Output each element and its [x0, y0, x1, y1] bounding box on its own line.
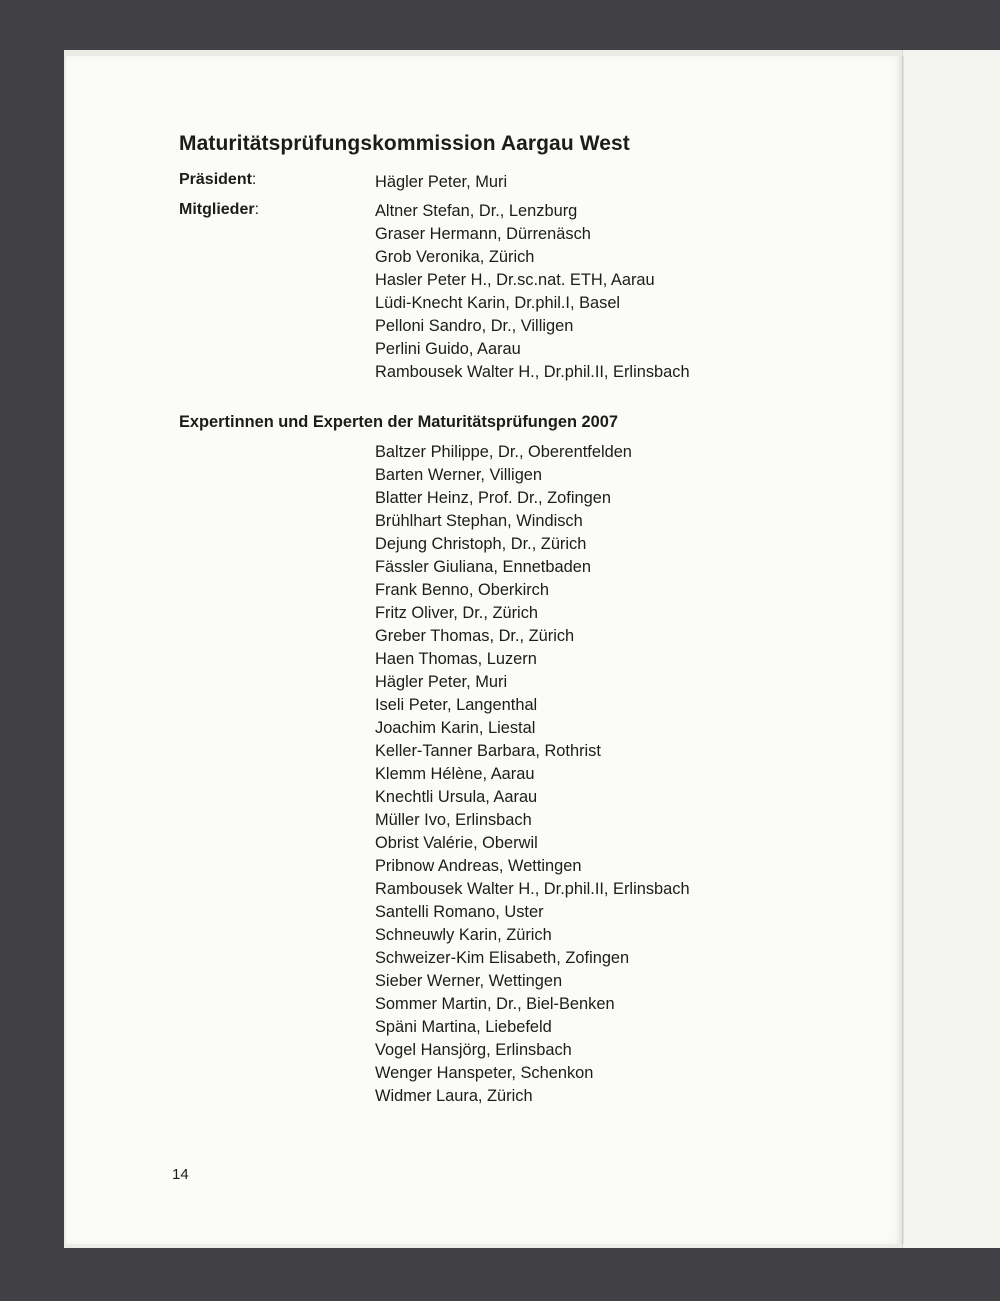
page-number: 14	[172, 1166, 189, 1183]
expert-name: Fässler Giuliana, Ennetbaden	[375, 558, 591, 576]
member-name: Grob Veronika, Zürich	[375, 248, 535, 266]
expert-name: Keller-Tanner Barbara, Rothrist	[375, 742, 601, 760]
member-name: Rambousek Walter H., Dr.phil.II, Erlinsbach	[375, 363, 690, 381]
expert-name: Schweizer-Kim Elisabeth, Zofingen	[375, 949, 630, 967]
president-label-colon: :	[251, 171, 257, 188]
expert-name: Knechtli Ursula, Aarau	[375, 788, 538, 806]
expert-name: Schneuwly Karin, Zürich	[375, 926, 552, 944]
president-label	[179, 171, 256, 189]
expert-name: Klemm Hélène, Aarau	[375, 765, 535, 783]
member-name: Lüdi-Knecht Karin, Dr.phil.I, Basel	[375, 294, 621, 312]
member-name: Altner Stefan, Dr., Lenzburg	[375, 202, 578, 220]
president-name: Hägler Peter, Muri	[375, 173, 508, 191]
document-title: Maturitätsprüfungskommission Aargau West	[179, 132, 630, 155]
expert-name: Rambousek Walter H., Dr.phil.II, Erlinsbach	[375, 880, 690, 898]
experts-title: Expertinnen und Experten der Maturitätsprüfungen 2007	[179, 413, 618, 431]
expert-name: Pribnow Andreas, Wettingen	[375, 857, 582, 875]
expert-name: Sieber Werner, Wettingen	[375, 972, 563, 990]
expert-name: Sommer Martin, Dr., Biel-Benken	[375, 995, 615, 1013]
expert-name: Baltzer Philippe, Dr., Oberentfelden	[375, 443, 632, 461]
president-list	[375, 171, 507, 194]
expert-name: Späni Martina, Liebefeld	[375, 1018, 552, 1036]
expert-name: Barten Werner, Villigen	[375, 466, 543, 484]
expert-name: Dejung Christoph, Dr., Zürich	[375, 535, 587, 553]
member-name: Pelloni Sandro, Dr., Villigen	[375, 317, 574, 335]
member-name: Graser Hermann, Dürrenäsch	[375, 225, 591, 243]
experts-list	[375, 441, 690, 1108]
members-label	[179, 201, 259, 219]
expert-name: Vogel Hansjörg, Erlinsbach	[375, 1041, 572, 1059]
expert-name: Hägler Peter, Muri	[375, 673, 508, 691]
member-name: Perlini Guido, Aarau	[375, 340, 521, 358]
expert-name: Iseli Peter, Langenthal	[375, 696, 538, 714]
members-list	[375, 200, 690, 384]
expert-name: Santelli Romano, Uster	[375, 903, 544, 921]
president-label-text: Präsident	[179, 171, 252, 188]
expert-name: Haen Thomas, Luzern	[375, 650, 537, 668]
members-label-text: Mitglieder	[179, 201, 255, 218]
expert-name: Joachim Karin, Liestal	[375, 719, 536, 737]
expert-name: Fritz Oliver, Dr., Zürich	[375, 604, 539, 622]
members-label-colon: :	[254, 201, 260, 218]
expert-name: Blatter Heinz, Prof. Dr., Zofingen	[375, 489, 611, 507]
member-name: Hasler Peter H., Dr.sc.nat. ETH, Aarau	[375, 271, 655, 289]
expert-name: Wenger Hanspeter, Schenkon	[375, 1064, 594, 1082]
expert-name: Widmer Laura, Zürich	[375, 1087, 533, 1105]
expert-name: Frank Benno, Oberkirch	[375, 581, 549, 599]
expert-name: Obrist Valérie, Oberwil	[375, 834, 538, 852]
expert-name: Greber Thomas, Dr., Zürich	[375, 627, 575, 645]
expert-name: Brühlhart Stephan, Windisch	[375, 512, 583, 530]
expert-name: Müller Ivo, Erlinsbach	[375, 811, 532, 829]
